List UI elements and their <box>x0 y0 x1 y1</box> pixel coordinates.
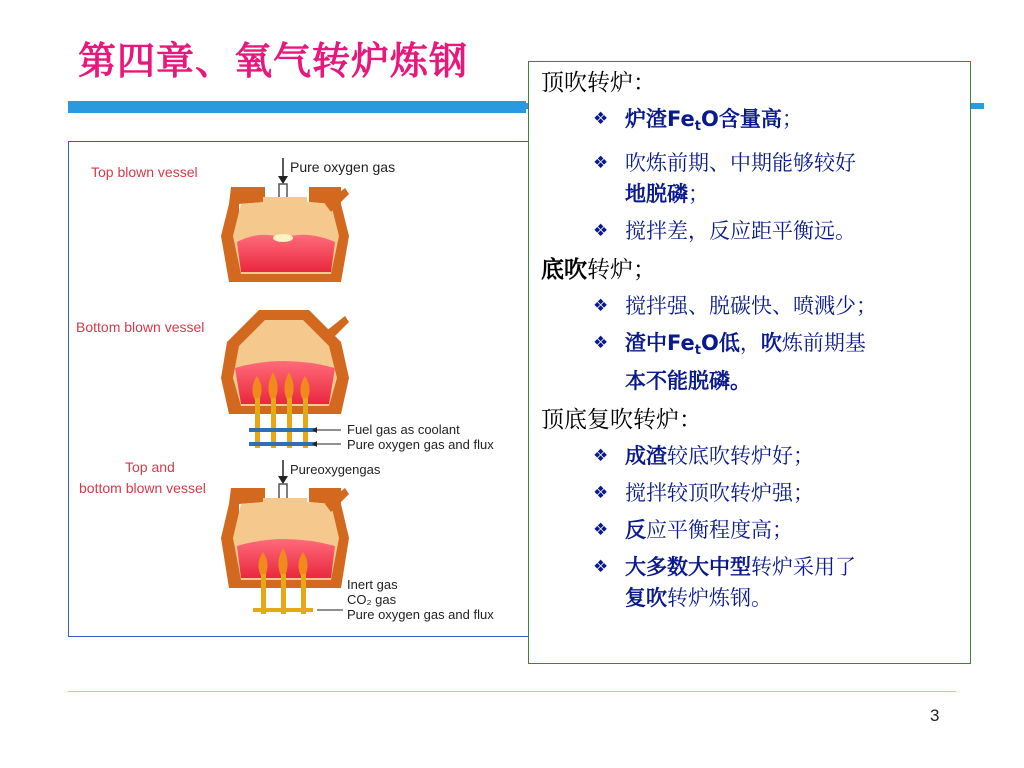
leader-arrow <box>312 427 317 433</box>
top-blown-list <box>541 104 960 247</box>
bottom-blown-list <box>541 291 960 397</box>
leader-arrow <box>312 441 317 447</box>
bullet-icon: ❖ <box>593 153 609 173</box>
label-combined-1: Top and <box>125 459 175 475</box>
label-combined-oxygen: Pureoxygengas <box>290 462 381 477</box>
section-bottom-blown-heading: 底吹转炉； <box>541 257 656 283</box>
bullet-icon: ❖ <box>593 483 609 503</box>
title-underline-bar <box>68 101 526 113</box>
label-co2-gas: CO₂ gas <box>347 592 397 607</box>
label-top-blown: Top blown vessel <box>91 164 198 180</box>
bullet-icon: ❖ <box>593 109 609 129</box>
label-combined-flux: Pure oxygen gas and flux <box>347 607 494 622</box>
footer-divider <box>68 691 956 692</box>
list-item: ❖ 搅拌差，反应距平衡远。 <box>541 216 960 247</box>
combined-blown-vessel <box>79 459 494 622</box>
label-bottom-oxygen: Pure oxygen gas and flux <box>347 437 494 452</box>
list-item: ❖ 搅拌较顶吹转炉强； <box>541 478 960 509</box>
converter-diagram <box>68 141 530 637</box>
list-item: ❖ 反应平衡程度高； <box>541 515 960 546</box>
bottom-blown-vessel <box>76 310 494 452</box>
comparison-textbox <box>528 61 971 664</box>
list-item: ❖ 搅拌强、脱碳快、喷溅少； <box>541 291 960 322</box>
bullet-icon: ❖ <box>593 221 609 241</box>
section-top-blown-heading: 顶吹转炉： <box>541 70 656 96</box>
slide-title: 第四章、氧气转炉炼钢 <box>78 39 469 83</box>
bullet-icon: ❖ <box>593 520 609 540</box>
bullet-icon: ❖ <box>593 446 609 466</box>
bullet-icon: ❖ <box>593 296 609 316</box>
section-combined-heading: 顶底复吹转炉： <box>541 407 702 433</box>
list-item: ❖ 成渣较底吹转炉好； <box>541 441 960 472</box>
arrow-head <box>278 176 288 184</box>
label-bottom-blown: Bottom blown vessel <box>76 319 205 335</box>
bullet-icon: ❖ <box>593 333 609 353</box>
oxygen-pipe <box>249 442 315 446</box>
list-item: ❖ 大多数大中型转炉采用了 复吹转炉炼钢。 <box>541 552 960 614</box>
label-top-oxygen: Pure oxygen gas <box>290 159 396 175</box>
tap-hole <box>325 316 349 340</box>
converter-diagram-svg <box>69 142 529 636</box>
label-inert-gas: Inert gas <box>347 577 398 592</box>
arrow-head <box>278 476 288 484</box>
impact-zone <box>273 234 293 242</box>
combined-blown-list <box>541 441 960 614</box>
label-combined-2: bottom blown vessel <box>79 480 206 496</box>
coolant-pipe <box>249 428 315 432</box>
list-item: ❖ 渣中$Fe_tO$低，吹炼前期基 本不能脱磷。 <box>541 328 960 397</box>
top-blown-vessel <box>91 158 395 282</box>
label-fuel-gas: Fuel gas as coolant <box>347 422 460 437</box>
page-number: 3 <box>930 706 940 725</box>
bullet-icon: ❖ <box>593 557 609 577</box>
manifold-pipe <box>253 608 313 612</box>
list-item: ❖ 炉渣$Fe_tO$含量高； <box>541 104 960 142</box>
list-item: ❖ 吹炼前期、中期能够较好 地脱磷； <box>541 148 960 210</box>
